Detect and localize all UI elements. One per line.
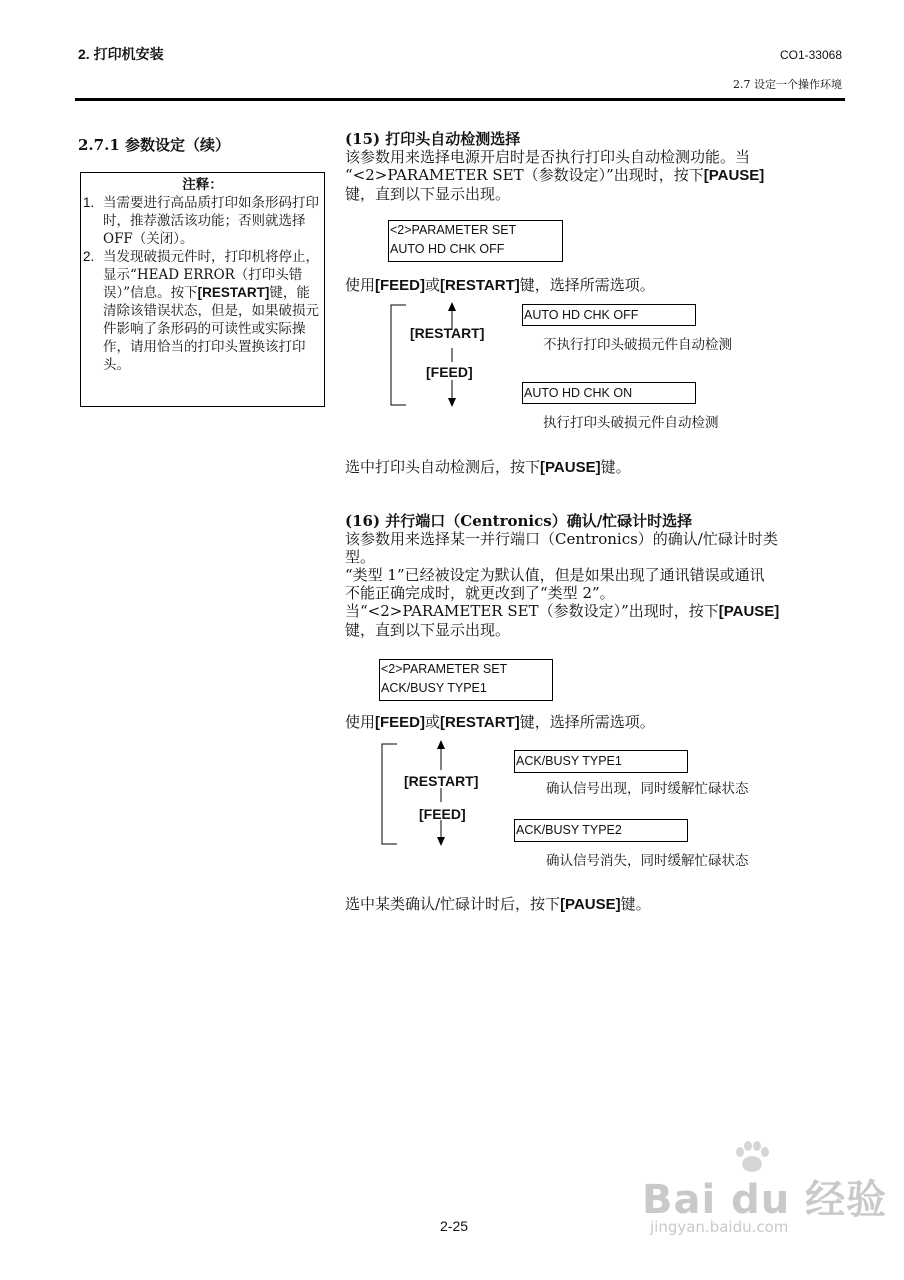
- lcd-display: [379, 659, 553, 701]
- restart-label: [RESTART]: [404, 773, 479, 789]
- note-text: 当需要进行高品质打印如条形码打印时，推荐激活该功能；否则就选择 OFF（关闭）。: [103, 195, 319, 247]
- pause-key: [PAUSE]: [560, 896, 621, 913]
- lcd-line-2: ACK/BUSY TYPE1: [381, 681, 487, 695]
- sec16-title: (16) 并行端口（Centronics）确认/忙碌计时选择: [345, 512, 693, 530]
- after-instruction: [345, 895, 651, 914]
- option-description: 确认信号出现，同时缓解忙碌状态: [546, 781, 749, 797]
- note-number: 2.: [83, 249, 95, 264]
- option-display: AUTO HD CHK OFF: [522, 304, 696, 326]
- pause-key: [PAUSE]: [718, 603, 780, 620]
- pause-key: [PAUSE]: [540, 459, 601, 476]
- text-line: [345, 602, 845, 621]
- baidu-watermark: [640, 1140, 888, 1240]
- text-span: 或: [425, 276, 441, 294]
- page-number: 2-25: [440, 1218, 469, 1234]
- text-line: 该参数用来选择电源开启时是否执行打印头自动检测功能。当: [345, 148, 751, 166]
- text-span: 或: [425, 713, 441, 731]
- text-span: “<2>PARAMETER SET（参数设定）”出现时，按下: [345, 166, 704, 184]
- text-span: 使用: [345, 276, 376, 294]
- restart-key: [RESTART]: [440, 714, 520, 731]
- sec15-paragraph: [345, 148, 845, 203]
- note-text: 当发现破损元件时，打印机将停止，显示“HEAD ERROR（打印头错误）”信息。按下: [103, 249, 319, 301]
- sec16-paragraph: [345, 530, 845, 639]
- text-span: 键，选择所需选项。: [519, 713, 655, 731]
- note-text: 键，能清除该错误状态，但是，如果破损元件影响了条形码的可读性或实际操作，请用恰当的打印头置换该打印头。: [103, 285, 319, 373]
- watermark-logo: Bai du 经验: [642, 1177, 888, 1223]
- lcd-display: [388, 220, 563, 262]
- text-line: 键，直到以下显示出现。: [345, 621, 511, 639]
- option-display: ACK/BUSY TYPE2: [514, 819, 688, 842]
- option-description: 不执行打印头破损元件自动检测: [543, 337, 732, 353]
- restart-key: [RESTART]: [440, 277, 520, 294]
- section-title: 2.7.1 参数设定（续）: [78, 136, 230, 154]
- lcd-line-1: <2>PARAMETER SET: [390, 223, 517, 237]
- text-span: 键。: [620, 895, 651, 913]
- header-rule: [75, 98, 845, 101]
- feed-label: [FEED]: [426, 364, 473, 380]
- text-span: 使用: [345, 713, 376, 731]
- doc-code: CO1-33068: [779, 48, 842, 62]
- text-line: 型。: [345, 548, 376, 566]
- feed-key: [FEED]: [375, 277, 426, 294]
- key-diagram: [386, 300, 466, 410]
- text-line: 不能正确完成时，就更改到了“类型 2”。: [345, 584, 615, 602]
- note-number: 1.: [83, 195, 95, 210]
- select-instruction: [345, 713, 655, 732]
- chapter-title: 2. 打印机安装: [78, 46, 164, 62]
- text-span: 键。: [600, 458, 631, 476]
- select-instruction: [345, 276, 655, 295]
- after-instruction: [345, 458, 631, 477]
- option-description: 确认信号消失，同时缓解忙碌状态: [546, 853, 749, 869]
- option-description: 执行打印头破损元件自动检测: [543, 415, 719, 431]
- option-display: AUTO HD CHK ON: [522, 382, 696, 404]
- watermark-url: jingyan.baidu.com: [650, 1218, 789, 1236]
- lcd-line-1: <2>PARAMETER SET: [381, 662, 508, 676]
- section-header: 2.7 设定一个操作环境: [733, 78, 842, 91]
- restart-label: [RESTART]: [410, 325, 485, 341]
- note-item: [81, 248, 324, 374]
- text-span: 当“<2>PARAMETER SET（参数设定）”出现时，按下: [345, 602, 719, 620]
- note-title: 注释：: [182, 177, 223, 193]
- note-box: [80, 172, 325, 407]
- text-line: 键，直到以下显示出现。: [345, 185, 511, 203]
- text-span: 选中打印头自动检测后，按下: [345, 458, 541, 476]
- lcd-line-2: AUTO HD CHK OFF: [390, 242, 505, 256]
- text-span: 键，选择所需选项。: [519, 276, 655, 294]
- text-line: “类型 1”已经被设定为默认值，但是如果出现了通讯错误或通讯: [345, 566, 765, 584]
- text-span: 选中某类确认/忙碌计时后，按下: [345, 895, 561, 913]
- restart-key: [RESTART]: [197, 285, 270, 300]
- feed-label: [FEED]: [419, 806, 466, 822]
- note-item: [81, 194, 324, 248]
- pause-key: [PAUSE]: [703, 167, 765, 184]
- option-display: ACK/BUSY TYPE1: [514, 750, 688, 773]
- sec15-title: (15) 打印头自动检测选择: [345, 130, 521, 148]
- key-diagram: [377, 738, 457, 848]
- feed-key: [FEED]: [375, 714, 426, 731]
- text-line: [345, 166, 845, 185]
- text-line: 该参数用来选择某一并行端口（Centronics）的确认/忙碌计时类: [345, 530, 778, 548]
